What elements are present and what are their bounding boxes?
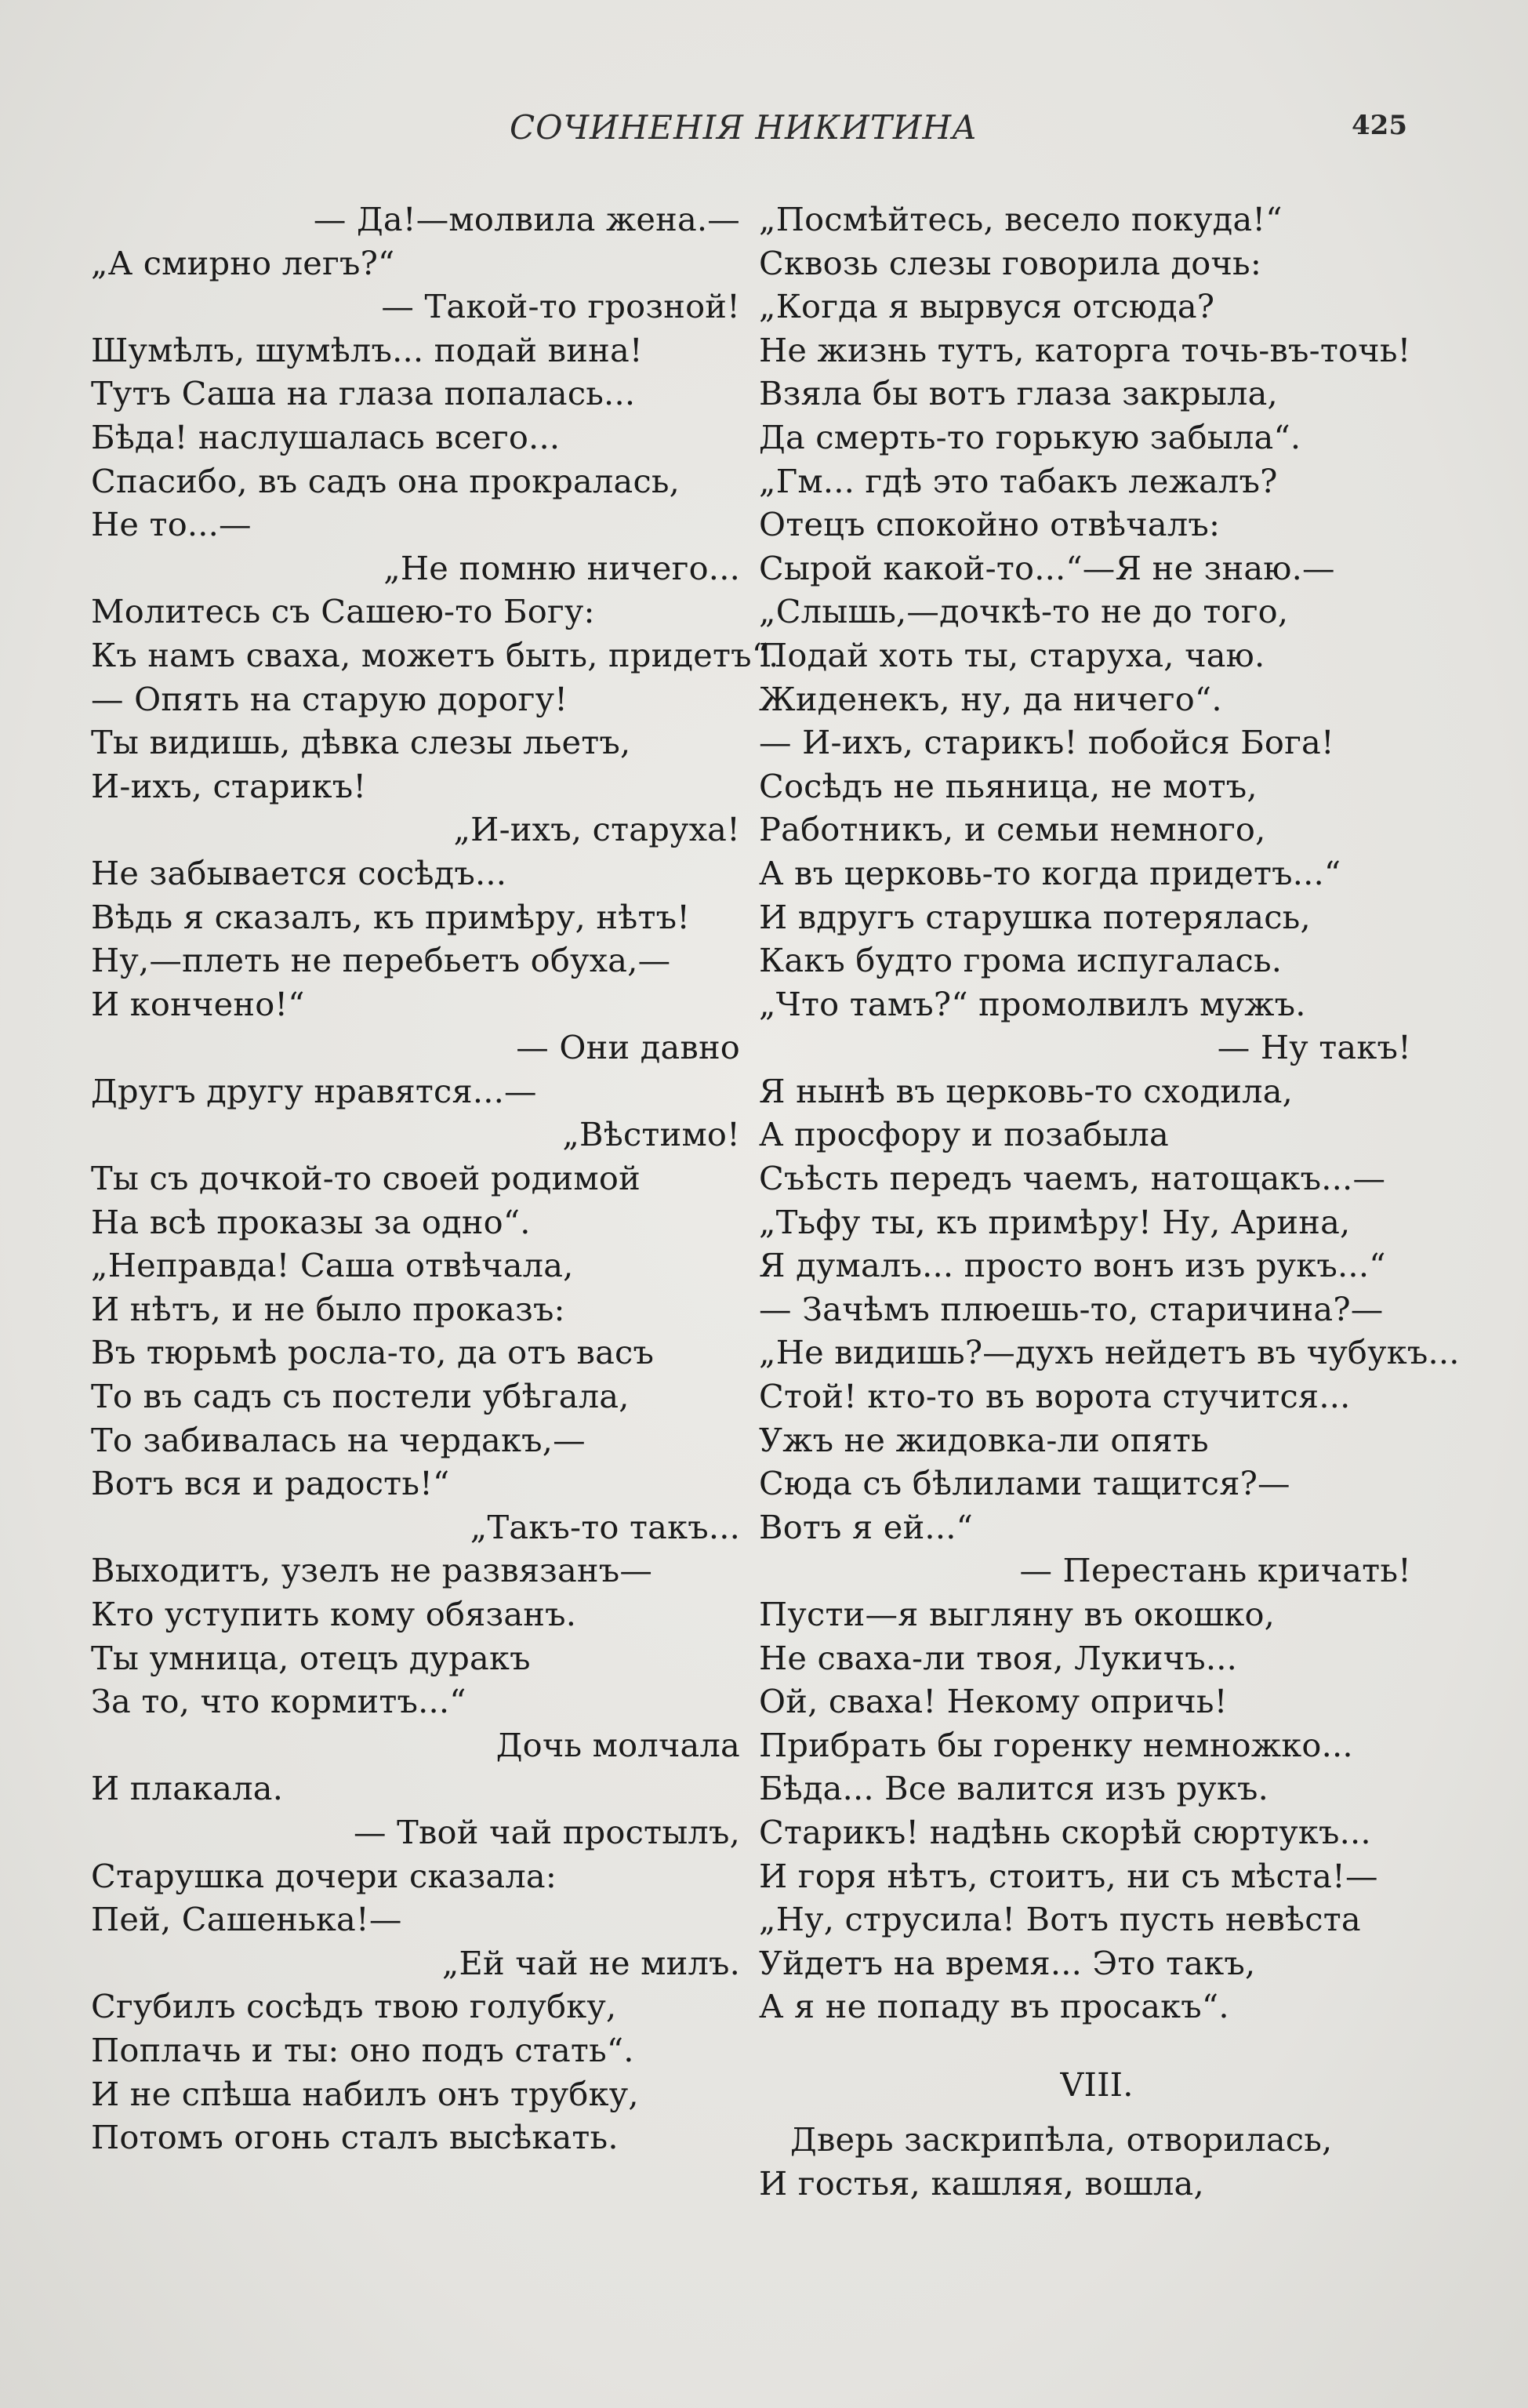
verse-line: Вотъ вся и радость!“ [91,1464,450,1503]
verse-line: Не сваха-ли твоя, Лукичъ... [759,1638,1238,1677]
verse-line: За то, что кормитъ...“ [91,1682,466,1721]
verse-line: Подай хоть ты, старуха, чаю. [759,635,1265,674]
verse-line: И вдругъ старушка потерялась, [759,897,1311,936]
verse-line: А въ церковь-то когда придетъ...“ [759,853,1341,892]
verse-line: Ты съ дочкой-то своей родимой [91,1159,641,1198]
verse-line: Сгубилъ сосѣдъ твою голубку, [91,1987,617,2026]
verse-line: Сквозь слезы говорила дочь: [759,243,1262,282]
verse-line: Ужъ не жидовка-ли опять [759,1420,1209,1459]
section-heading: VIII. [1060,2065,1134,2104]
verse-line: Сосѣдъ не пьяница, не мотъ, [759,766,1258,805]
verse-line: Дочь молчала [495,1725,740,1764]
verse-line: Отецъ спокойно отвѣчалъ: [759,505,1221,544]
verse-line: Сырой какой-то...“—Я не знаю.— [759,548,1335,587]
verse-line: Не жизнь тутъ, каторга точь-въ-точь! [759,330,1411,369]
verse-line: — Ну такъ! [1217,1028,1411,1067]
verse-line: Пей, Сашенька!— [91,1900,402,1939]
verse-line: Вотъ я ей...“ [759,1507,974,1546]
verse-line: Дверь заскрипѣла, отворилась, [790,2119,1333,2159]
verse-line: — Опять на старую дорогу! [91,679,568,718]
verse-line: На всѣ проказы за одно“. [91,1202,531,1241]
verse-line: — Твой чай простылъ, [353,1812,740,1851]
verse-line: Поплачь и ты: оно подъ стать“. [91,2030,634,2069]
verse-line: „Гм... гдѣ это табакъ лежалъ? [759,461,1278,500]
verse-line: „Что тамъ?“ промолвилъ мужъ. [759,984,1306,1023]
verse-line: — Они давно [516,1028,740,1067]
verse-line: Кто уступить кому обязанъ. [91,1595,577,1633]
verse-line: Бѣда! наслушалась всего... [91,417,561,456]
verse-line: „Посмѣйтесь, весело покуда!“ [759,200,1283,238]
verse-line: Жиденекъ, ну, да ничего“. [759,679,1222,718]
verse-line: Старушка дочери сказала: [91,1856,557,1895]
verse-line: „Не видишь?—духъ нейдетъ въ чубукъ... [759,1333,1460,1372]
page-number: 425 [1352,110,1407,141]
verse-line: — Зачѣмъ плюешь-то, старичина?— [759,1289,1384,1328]
running-head [0,108,1528,155]
verse-line: „Не помню ничего... [383,548,740,587]
verse-line: Сюда съ бѣлилами тащится?— [759,1464,1290,1503]
verse-line: Да смерть-то горькую забыла“. [759,417,1301,456]
verse-line: И горя нѣтъ, стоитъ, ни съ мѣста!— [759,1856,1378,1895]
verse-line: И гостья, кашляя, вошла, [759,2163,1204,2203]
verse-line: „И-ихъ, старуха! [453,810,740,849]
verse-line: И нѣтъ, и не было проказъ: [91,1289,565,1328]
verse-line: Работникъ, и семьи немного, [759,810,1266,849]
verse-line: Ты видишь, дѣвка слезы льетъ, [91,723,631,762]
verse-line: Не то...— [91,505,252,544]
verse-line: А просфору и позабыла [759,1115,1169,1154]
section-spacer [759,2028,1411,2052]
verse-line: И кончено!“ [91,984,305,1023]
verse-line: — Такой-то грозной! [381,287,740,326]
verse-line: То забивалась на чердакъ,— [91,1420,586,1459]
left-column [91,198,779,2159]
verse-line: Вѣдь я сказалъ, къ примѣру, нѣтъ! [91,897,691,936]
verse-line: „Вѣстимо! [562,1115,740,1154]
verse-line: То въ садъ съ постели убѣгала, [91,1377,630,1416]
verse-line: „Ну, струсила! Вотъ пусть невѣста [759,1900,1361,1939]
verse-line: „А смирно легъ?“ [91,243,395,282]
verse-line: „Слышь,—дочкѣ-то не до того, [759,592,1289,631]
verse-line: Ты умница, отецъ дуракъ [91,1638,531,1677]
verse-line: Стой! кто-то въ ворота стучится... [759,1377,1351,1416]
verse-line: Потомъ огонь сталъ высѣкать. [91,2118,619,2157]
verse-line: „Когда я вырвуся отсюда? [759,287,1215,326]
verse-line: Къ намъ сваха, можетъ быть, придетъ“. [91,635,779,674]
verse-line: И-ихъ, старикъ! [91,766,367,805]
verse-line: — Перестань кричать! [1019,1551,1411,1590]
verse-line: Выходитъ, узелъ не развязанъ— [91,1551,653,1590]
verse-line: Въ тюрьмѣ росла-то, да отъ васъ [91,1333,655,1372]
verse-line: „Ей чай не милъ. [441,1943,740,1982]
verse-line: Пусти—я выгляну въ окошко, [759,1595,1276,1633]
verse-line: Не забывается сосѣдъ... [91,853,507,892]
verse-line: — И-ихъ, старикъ! побойся Бога! [759,723,1334,762]
running-title: СОЧИНЕНІЯ НИКИТИНА [510,108,978,147]
verse-line: Ой, сваха! Некому опричь! [759,1682,1228,1721]
verse-line: Я думалъ... просто вонъ изъ рукъ...“ [759,1246,1386,1285]
verse-line: Взяла бы вотъ глаза закрыла, [759,374,1278,413]
verse-line: И плакала. [91,1769,284,1808]
verse-line: А я не попаду въ просакъ“. [759,1987,1229,2026]
verse-line: — Да!—молвила жена.— [313,200,740,238]
verse-line: „Тьфу ты, къ примѣру! Ну, Арина, [759,1202,1351,1241]
verse-line: „Такъ-то такъ... [470,1507,740,1546]
verse-line: Ну,—плеть не перебьетъ обуха,— [91,941,671,980]
verse-line: Старикъ! надѣнь скорѣй сюртукъ... [759,1812,1371,1851]
verse-line: „Неправда! Саша отвѣчала, [91,1246,574,1285]
verse-line: И не спѣша набилъ онъ трубку, [91,2074,639,2113]
right-column [759,198,1460,2205]
verse-line: Прибрать бы горенку немножко... [759,1725,1353,1764]
verse-line: Молитесь съ Сашею-то Богу: [91,592,595,631]
verse-line: Уйдетъ на время... Это такъ, [759,1943,1256,1982]
verse-line: Шумѣлъ, шумѣлъ... подай вина! [91,330,643,369]
verse-line: Я нынѣ въ церковь-то сходила, [759,1071,1294,1110]
verse-line: Спасибо, въ садъ она прокралась, [91,461,681,500]
verse-line: Тутъ Саша на глаза попалась... [91,374,636,413]
verse-line: Какъ будто грома испугалась. [759,941,1283,980]
verse-line: Съѣсть передъ чаемъ, натощакъ...— [759,1159,1386,1198]
verse-line: Другъ другу нравятся...— [91,1071,537,1110]
verse-line: Бѣда... Все валится изъ рукъ. [759,1769,1268,1808]
